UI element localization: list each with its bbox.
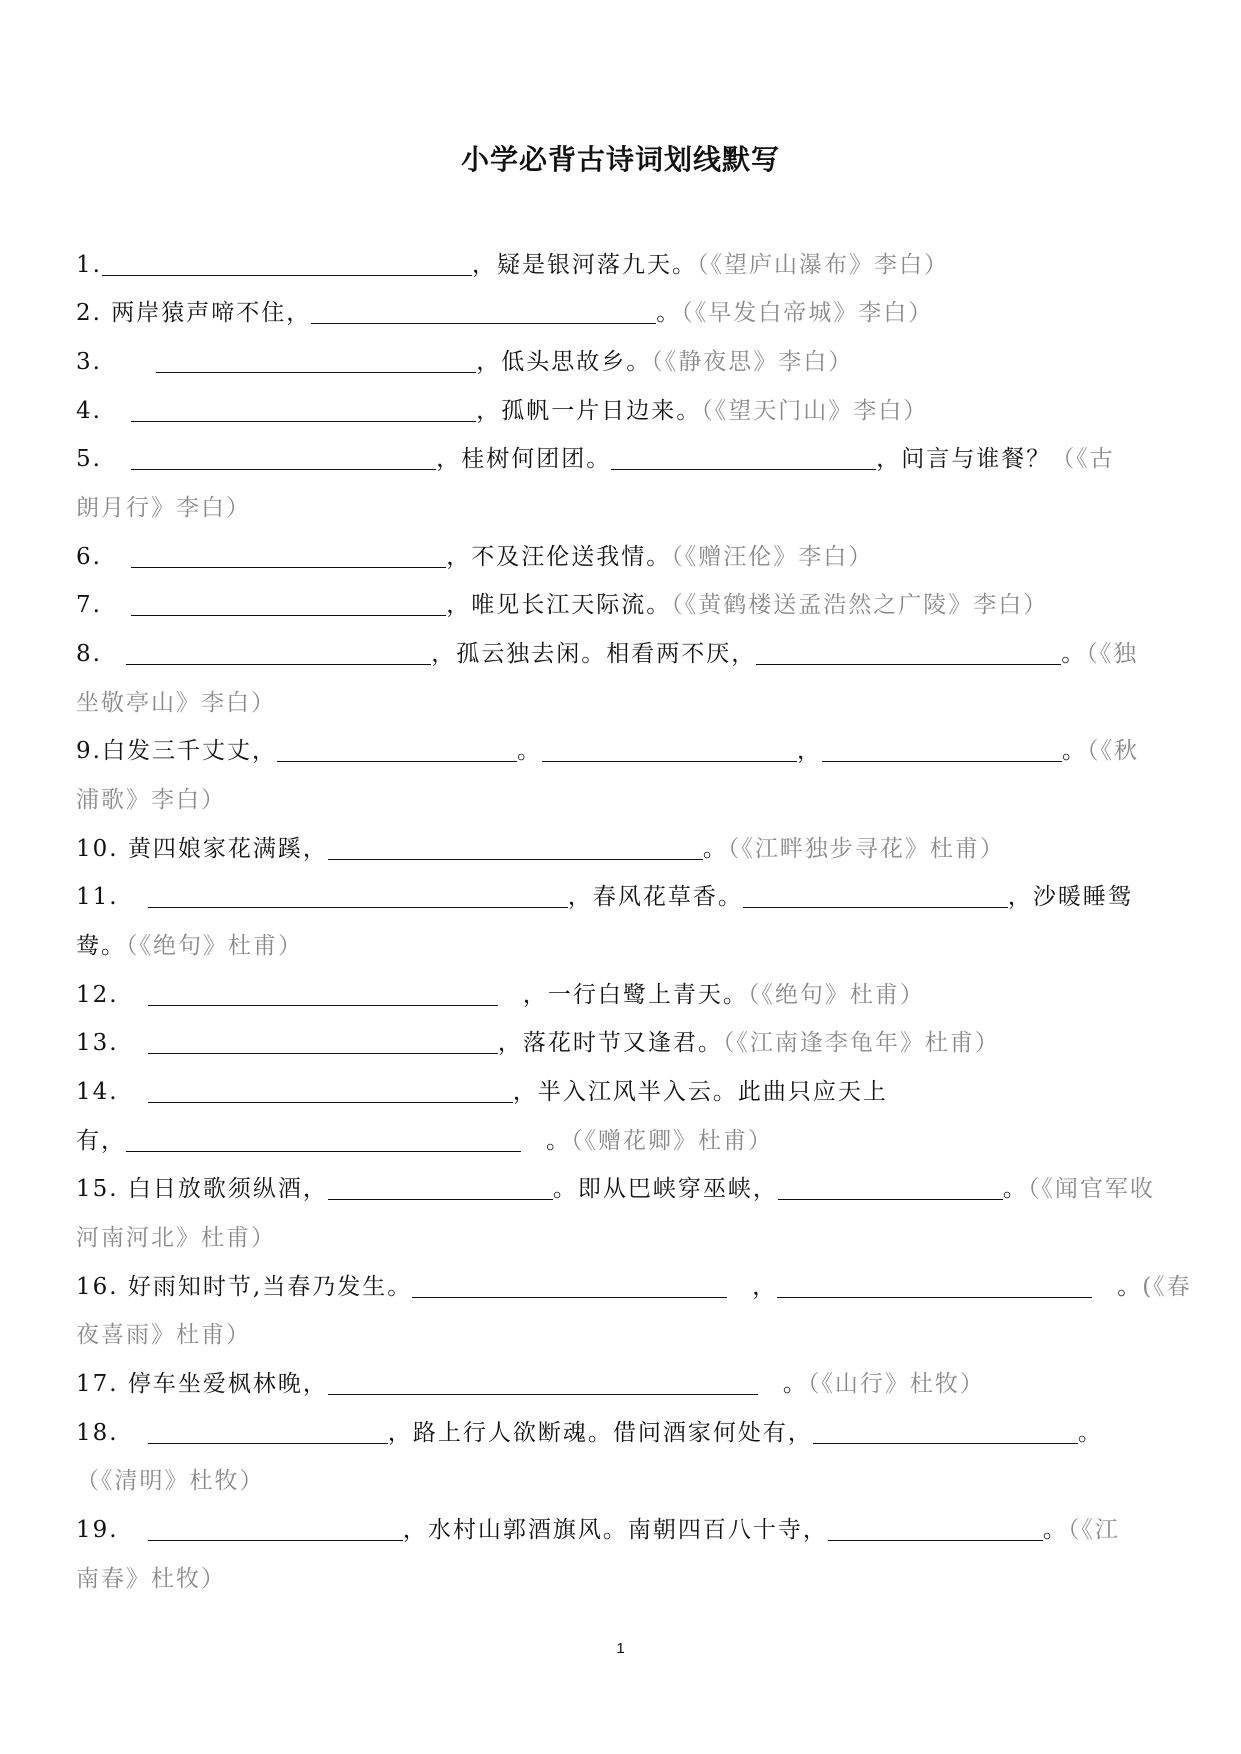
poem-source: （《闻官军收 (1027, 1176, 1155, 1202)
exercise-line (76, 1564, 226, 1594)
exercise-line (76, 1223, 276, 1253)
poem-source: （《黄鹤楼送孟浩然之广陵》李白） (671, 592, 1049, 618)
exercise-line (76, 298, 933, 328)
poem-text: 。 (1042, 1517, 1068, 1543)
page-number: 1 (616, 1640, 625, 1657)
fill-in-blank[interactable] (148, 1419, 388, 1444)
poem-text: 19. (76, 1517, 128, 1543)
exercise-line (76, 1515, 1120, 1545)
poem-source: （《绝句》杜甫） (126, 933, 303, 959)
exercise-line (76, 250, 949, 280)
poem-text: 有， (76, 1128, 126, 1154)
poem-text: 。 (1061, 641, 1087, 667)
exercise-line (76, 1028, 1000, 1058)
exercise-line (76, 785, 226, 815)
exercise-line (76, 688, 276, 718)
poem-source: （《江南逢李龟年》杜甫） (722, 1030, 1000, 1056)
fill-in-blank[interactable] (328, 835, 703, 860)
poem-text: 。 (1077, 1420, 1103, 1446)
fill-in-blank[interactable] (131, 445, 436, 470)
poem-text: 11. (76, 884, 128, 910)
poem-source: （《山行》杜牧） (807, 1371, 985, 1397)
fill-in-blank[interactable] (756, 640, 1061, 665)
fill-in-blank[interactable] (542, 737, 797, 762)
fill-in-blank[interactable] (828, 1516, 1043, 1541)
fill-in-blank[interactable] (611, 445, 876, 470)
fill-in-blank[interactable] (131, 397, 476, 422)
poem-text: ， (752, 1274, 778, 1300)
poem-text: ，沙暖睡鸳 (1007, 884, 1133, 910)
poem-text: 14. (76, 1079, 128, 1105)
exercise-line (76, 590, 1048, 620)
fill-in-blank[interactable] (777, 1273, 1092, 1298)
fill-in-blank[interactable] (148, 1516, 403, 1541)
exercise-line (76, 493, 251, 523)
poem-source: （《清明》杜牧） (76, 1468, 265, 1494)
fill-in-blank[interactable] (311, 299, 656, 324)
poem-text: ，孤帆一片日边来。 (476, 398, 702, 424)
poem-text: 12. (76, 982, 128, 1008)
poem-source: （《古 (1051, 446, 1115, 472)
poem-source: 坐敬亭山》李白） (76, 690, 276, 716)
poem-text: 17. 停车坐爱枫林晚， (76, 1371, 328, 1397)
poem-text: 。 (1002, 1176, 1028, 1202)
fill-in-blank[interactable] (328, 1370, 758, 1395)
poem-text: ，孤云独去闲。相看两不厌， (431, 641, 757, 667)
fill-in-blank[interactable] (277, 737, 517, 762)
exercise-line (76, 542, 873, 572)
poem-text: ，一行白鹭上青天。 (522, 982, 748, 1008)
fill-in-blank[interactable] (131, 591, 446, 616)
poem-text: 2. 两岸猿声啼不住， (76, 300, 312, 326)
poem-text: 6. (76, 544, 112, 570)
poem-text: 。 (1117, 1274, 1143, 1300)
poem-text: 10. 黄四娘家花满蹊， (76, 836, 328, 862)
poem-text: 。 (516, 738, 542, 764)
exercise-line (76, 980, 925, 1010)
poem-source: （《赠汪伦》李白） (671, 544, 874, 570)
fill-in-blank[interactable] (156, 348, 476, 373)
fill-in-blank[interactable] (328, 1175, 553, 1200)
poem-text: 5. (76, 446, 112, 472)
fill-in-blank[interactable] (743, 883, 1008, 908)
exercise-line (76, 1077, 888, 1107)
poem-text: 。 (546, 1128, 571, 1154)
poem-source: （《望天门山》李白） (701, 398, 929, 424)
poem-text: 8. (76, 641, 112, 667)
fill-in-blank[interactable] (131, 543, 446, 568)
poem-text: 。 (1061, 738, 1087, 764)
exercise-line (76, 1418, 1103, 1448)
exercise-line (76, 834, 1005, 864)
poem-source: （《早发白帝城》李白） (681, 300, 934, 326)
exercise-line (76, 1369, 985, 1399)
poem-text: 1. (76, 252, 102, 278)
poem-text: ，疑是银河落九天。 (471, 252, 697, 278)
fill-in-blank[interactable] (412, 1273, 727, 1298)
exercise-line (76, 1272, 1192, 1302)
poem-source: （《绝句》杜甫） (747, 982, 925, 1008)
poem-text: ，唯见长江天际流。 (446, 592, 672, 618)
poem-text: ，春风花草香。 (567, 884, 743, 910)
fill-in-blank[interactable] (102, 251, 472, 276)
poem-text: ，水村山郭酒旗风。南朝四百八十寺， (402, 1517, 828, 1543)
fill-in-blank[interactable] (126, 1127, 521, 1152)
poem-source: 朗月行》李白） (76, 495, 251, 521)
poem-text: 18. (76, 1420, 128, 1446)
poem-source: （《赠花卿》杜甫） (571, 1128, 773, 1154)
poem-source: （《秋 (1086, 738, 1139, 764)
fill-in-blank[interactable] (822, 737, 1062, 762)
poem-text: ，半入江风半入云。此曲只应天上 (512, 1079, 888, 1105)
fill-in-blank[interactable] (148, 981, 498, 1006)
poem-text: 。 (656, 300, 682, 326)
poem-source: （《江 (1067, 1517, 1120, 1543)
poem-source: （《江畔独步寻花》杜甫） (727, 836, 1005, 862)
poem-source: （《望庐山瀑布》李白） (696, 252, 949, 278)
exercise-line (76, 1126, 773, 1156)
poem-source: 南春》杜牧） (76, 1566, 226, 1592)
fill-in-blank[interactable] (148, 1029, 498, 1054)
poem-source: （《独 (1086, 641, 1139, 667)
exercise-line (76, 396, 928, 426)
exercise-line (76, 1466, 265, 1496)
poem-text: 15. 白日放歌须纵酒， (76, 1176, 328, 1202)
fill-in-blank[interactable] (778, 1175, 1003, 1200)
poem-source: (《春 (1142, 1274, 1192, 1300)
poem-text: ，路上行人欲断魂。借问酒家何处有， (387, 1420, 813, 1446)
fill-in-blank[interactable] (126, 640, 431, 665)
exercise-line (76, 639, 1138, 669)
poem-source: （《静夜思》李白） (651, 349, 854, 375)
exercise-line (76, 347, 853, 377)
exercise-line (76, 1320, 251, 1350)
poem-text: ，低头思故乡。 (476, 349, 652, 375)
poem-text: ，桂树何团团。 (436, 446, 612, 472)
poem-text: 。 (702, 836, 728, 862)
poem-source: 浦歌》李白） (76, 787, 226, 813)
poem-text: ， (796, 738, 822, 764)
poem-text: ，不及汪伦送我情。 (446, 544, 672, 570)
exercise-line (76, 1174, 1155, 1204)
exercise-line (76, 444, 1115, 474)
poem-text: 。即从巴峡穿巫峡， (552, 1176, 778, 1202)
poem-text: ，问言与谁餐？ (876, 446, 1052, 472)
poem-text: 。 (782, 1371, 808, 1397)
poem-text: 3. (76, 349, 112, 375)
fill-in-blank[interactable] (813, 1419, 1078, 1444)
exercise-line (76, 931, 303, 961)
poem-text: 4. (76, 398, 112, 424)
exercise-line (76, 736, 1139, 766)
poem-text: ，落花时节又逢君。 (497, 1030, 723, 1056)
fill-in-blank[interactable] (148, 883, 568, 908)
fill-in-blank[interactable] (148, 1078, 513, 1103)
poem-source: 夜喜雨》杜甫） (76, 1322, 251, 1348)
poem-text: 16. 好雨知时节,当春乃发生。 (76, 1274, 413, 1300)
poem-source: 河南河北》杜甫） (76, 1225, 276, 1251)
poem-text: 7. (76, 592, 112, 618)
poem-text: 13. (76, 1030, 128, 1056)
exercise-line (76, 882, 1133, 912)
poem-text: 9.白发三千丈丈， (76, 738, 277, 764)
page-title: 小学必背古诗词划线默写 (460, 143, 780, 176)
poem-text: 鸯。 (76, 933, 126, 959)
